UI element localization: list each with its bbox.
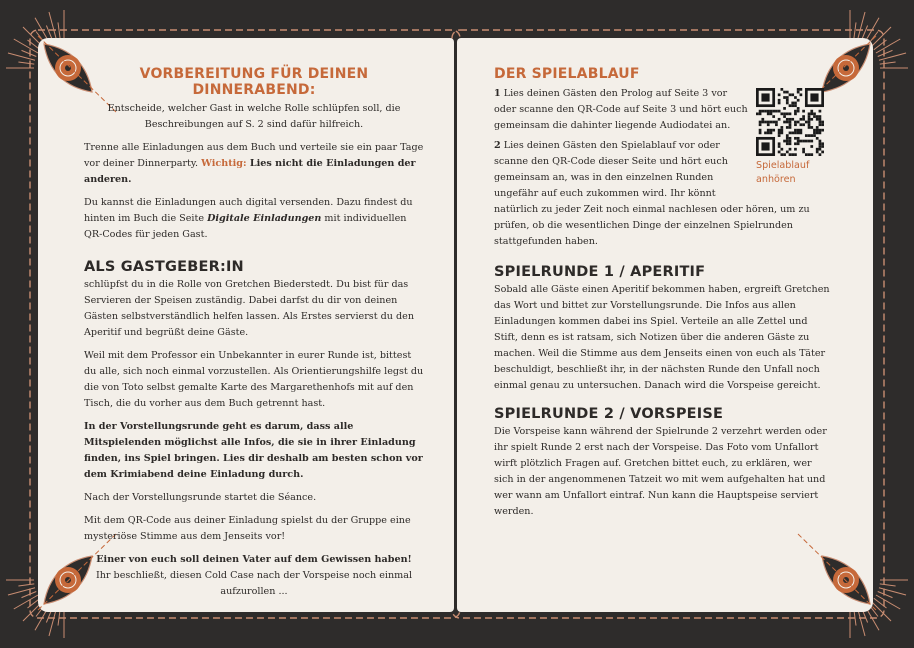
flow-p2-text: Lies deinen Gästen den Spielablauf vor oder scanne den QR-Code dieser Seite und hört euch gemeinsam an, was in den einzelnen Runden ungefähr auf euch zukommen wird. Ihr könnt natürlich zu jeder Zeit noch einmal nachlesen oder hören, um zu prüfen, ob die wesentlichen Dinge der einzelnen Spielrunden stattgefunden haben. — [494, 140, 810, 247]
host-paragraph-6 — [84, 552, 424, 600]
prep-paragraph-2 — [84, 140, 424, 188]
round2-paragraph: Die Vorspeise kann während der Spielrunde 2 verzehrt werden oder ihr spielt Runde 2 erst nach der Vorspeise. Das Foto vom Unfallort wirft plötzlich Fragen auf. Gretchen bittet euch, zu erklären, wer sich in der angenommenen Tatzeit wo mit wem aufgehalten hat und wer wann am Unfallort eintraf. Nun kann die Hauptspeise serviert werden. — [494, 426, 827, 517]
host-paragraph-2: Weil mit dem Professor ein Unbekannter in eurer Runde ist, bittest du alle, sich noch einmal vorzustellen. Als Orientierungshilfe legst du die von Toto selbst gemalte Karte des Margarethenhofs mit auf den Tisch, die du vorher aus dem Buch getrennt hast. — [84, 350, 424, 409]
step-number-1: 1 — [494, 88, 501, 99]
left-column — [84, 66, 424, 607]
prep-heading: VORBEREITUNG FÜR DEINEN DINNERABEND: — [139, 66, 369, 98]
qr-caption: Spielablauf anhören — [756, 160, 810, 185]
qr-code[interactable] — [756, 88, 824, 156]
flow-heading: DER SPIELABLAUF — [494, 66, 640, 82]
host-heading: ALS GASTGEBER:IN — [84, 259, 244, 275]
warning-label: Wichtig: — [201, 158, 247, 169]
prep-p2-bold: Lies nicht die Einladungen der anderen. — [84, 158, 416, 185]
flow-p1-text: Lies deinen Gästen den Prolog auf Seite 3 vor oder scanne den QR-Code auf Seite 3 und hört euch gemeinsam die dahinter liegende Audiodatei an. — [494, 88, 748, 131]
host-p6-bold: Einer von euch soll deinen Vater auf dem Gewissen haben! — [96, 554, 412, 565]
host-paragraph-1: schlüpfst du in die Rolle von Gretchen Biederstedt. Du bist für das Servieren der Speisen zuständig. Dabei darfst du dir von deinen Gästen selbstverständlich helfen lassen. Als Erstes servierst du den Aperitif und begrüßt deine Gäste. — [84, 279, 414, 338]
prep-p3-text-b: mit individuellen QR-Codes für jeden Gast. — [84, 213, 407, 240]
step-number-2: 2 — [494, 140, 501, 151]
host-paragraph-3: In der Vorstellungsrunde geht es darum, dass alle Mitspielenden möglichst alle Infos, die sie in ihrer Einladung finden, ins Spiel bringen. Lies dir deshalb am besten schon vor dem Krimiabend deine Einladung durch. — [84, 421, 423, 480]
host-paragraph-4: Nach der Vorstellungsrunde startet die Séance. — [84, 492, 317, 503]
prep-p3-text-a: Du kannst die Einladungen auch digital versenden. Dazu findest du hinten im Buch die Seite — [84, 197, 413, 224]
round1-paragraph: Sobald alle Gäste einen Aperitif bekommen haben, ergreift Gretchen das Wort und bittet zur Vorstellungsrunde. Die Infos aus allen Einladungen kommen dabei ins Spiel. Verteile an alle Zettel und Stift, denn es ist ratsam, sich Notizen über die anderen Gäste zu machen. Weil die Stimme aus dem Jenseits einen von euch als Täter beschuldigt, beschließt ihr, in der nächsten Runde den Unfall noch einmal genau zu untersuchen. Danach wird die Vorspeise gereicht. — [494, 284, 830, 391]
prep-paragraph-3 — [84, 195, 424, 243]
host-p6-rest: Ihr beschließt, diesen Cold Case nach der Vorspeise noch einmal aufzurollen ... — [95, 570, 413, 597]
flow-paragraph-1 — [494, 86, 750, 134]
prep-paragraph-1: Entscheide, welcher Gast in welche Rolle schlüpfen soll, die Beschreibungen auf S. 2 sind dafür hilfreich. — [107, 103, 401, 130]
round1-heading: SPIELRUNDE 1 / APERITIF — [494, 264, 706, 280]
host-paragraph-5: Mit dem QR-Code aus deiner Einladung spielst du der Gruppe eine mysteriöse Stimme aus dem Jenseits vor! — [84, 515, 411, 542]
digital-invites-ref: Digitale Einladungen — [207, 213, 322, 224]
round2-heading: SPIELRUNDE 2 / VORSPEISE — [494, 406, 724, 422]
prep-p2-text: Trenne alle Einladungen aus dem Buch und verteile sie ein paar Tage vor deiner Dinnerparty. — [84, 142, 424, 169]
